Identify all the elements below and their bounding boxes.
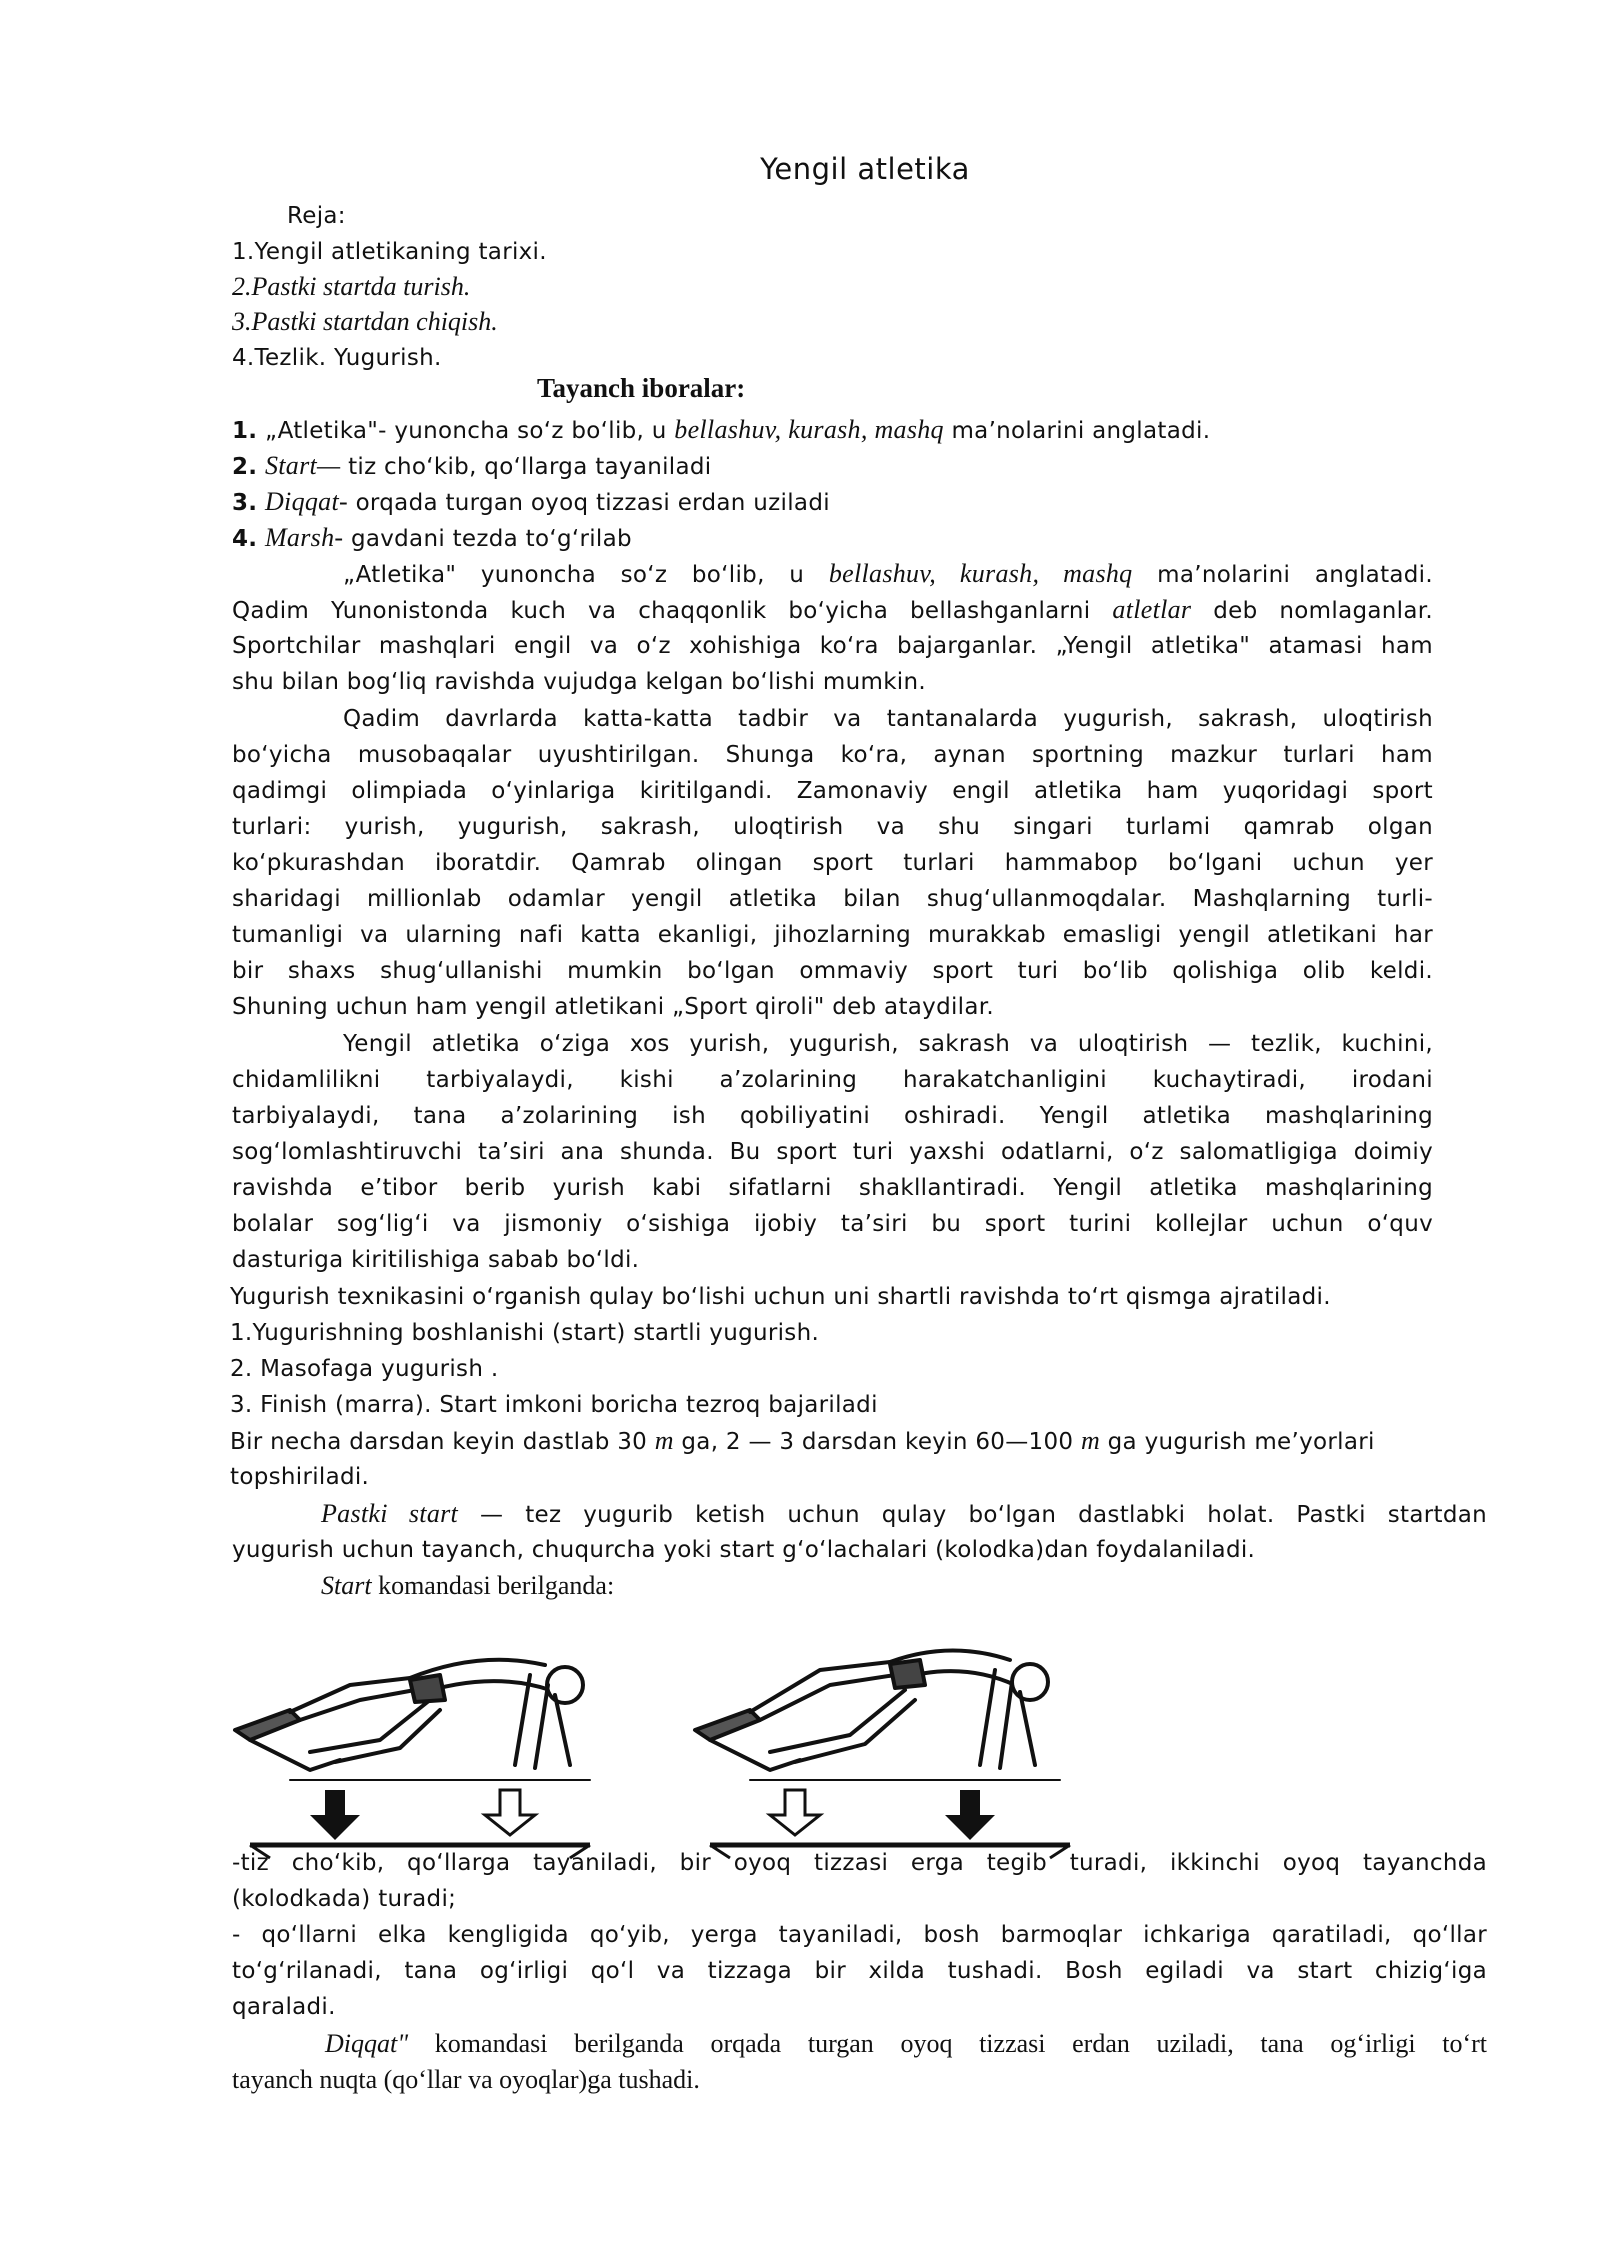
key-terms-heading: Tayanch iboralar:	[537, 373, 746, 403]
para3-line-6: bolalar sog‘lig‘i va jismoniy o‘sishiga ijobiy ta’siri bu sport turini kollejlar uchun o‘quv	[232, 1211, 1433, 1237]
plan-item-1: 1.Yengil atletikaning tarixi.	[232, 239, 547, 265]
para2-line-8: bir shaxs shug‘ullanishi mumkin bo‘lgan ommaviy sport turi bo‘lib qolishiga olib keldi.	[232, 958, 1433, 984]
para6-line-1: Pastki start — tez yugurib ketish uchun qulay bo‘lgan dastlabki holat. Pastki startdan	[321, 1499, 1487, 1528]
list-line-1: -tiz cho‘kib, qo‘llarga tayaniladi, bir oyoq tizzasi erga tegib turadi, ikkinchi oyoq tayanchda	[232, 1850, 1487, 1876]
key-term-3: 3. Diqqat- orqada turgan oyoq tizzasi erdan uziladi	[232, 487, 830, 516]
para2-line-5: ko‘pkurashdan iboratdir. Qamrab olingan sport turlari hammabop bo‘lgani uchun yer	[232, 850, 1433, 876]
para5-line-2: topshiriladi.	[230, 1464, 370, 1490]
plan-item-2: 2.Pastki startda turish.	[232, 272, 471, 301]
sprinter-left	[235, 1660, 590, 1780]
key-term-1: 1. „Atletika"- yunoncha so‘z bo‘lib, u bellashuv, kurash, mashq ma’nolarini anglatadi.	[232, 415, 1211, 444]
plan-item-4: 4.Tezlik. Yugurish.	[232, 345, 442, 371]
para3-line-2: chidamlilikni tarbiyalaydi, kishi a’zolarining harakatchanligini kuchaytiradi, irodani	[232, 1067, 1433, 1093]
para2-line-2: bo‘yicha musobaqalar uyushtirilgan. Shunga ko‘ra, aynan sportning mazkur turlari ham	[232, 742, 1433, 768]
para6-line-2: yugurish uchun tayanch, chuqurcha yoki start g‘o‘lachalari (kolodka)dan foydalaniladi.	[232, 1537, 1256, 1563]
plan-label: Reja:	[287, 203, 346, 229]
list-line-3: - qo‘llarni elka kengligida qo‘yib, yerga tayaniladi, bosh barmoqlar ichkariga qaratiladi, qo‘llar	[232, 1922, 1487, 1948]
para7: Start komandasi berilganda:	[321, 1571, 615, 1600]
para3-line-1: Yengil atletika o‘ziga xos yurish, yugurish, sakrash va uloqtirish — tezlik, kuchini,	[343, 1031, 1433, 1057]
stage-2: 2. Masofaga yugurish .	[230, 1356, 499, 1382]
stage-3: 3. Finish (marra). Start imkoni boricha tezroq bajariladi	[230, 1392, 878, 1418]
para2-line-6: sharidagi millionlab odamlar yengil atletika bilan shug‘ullanmoqdalar. Mashqlarning turli-	[232, 886, 1433, 912]
list-line-4: to‘g‘rilanadi, tana og‘irligi qo‘l va tizzaga bir xilda tushadi. Bosh egiladi va start chizig‘iga	[232, 1958, 1487, 1984]
key-term-2: 2. Start— tiz cho‘kib, qo‘llarga tayaniladi	[232, 451, 712, 480]
para8-line-1: Diqqat" komandasi berilganda orqada turgan oyoq tizzasi erdan uziladi, tana og‘irligi to‘rt	[325, 2029, 1487, 2058]
para2-line-9: Shuning uchun ham yengil atletikani „Sport qiroli" deb ataydilar.	[232, 994, 995, 1020]
low-start-figure	[230, 1640, 1110, 1870]
para8-line-2: tayanch nuqta (qo‘llar va oyoqlar)ga tushadi.	[232, 2065, 700, 2094]
para3-line-5: ravishda e’tibor berib yurish kabi sifatlarni shakllantiradi. Yengil atletika mashqlarining	[232, 1175, 1433, 1201]
para2-line-1: Qadim davrlarda katta-katta tadbir va tantanalarda yugurish, sakrash, uloqtirish	[343, 706, 1433, 732]
para1-line-4: shu bilan bog‘liq ravishda vujudga kelgan bo‘lishi mumkin.	[232, 669, 926, 695]
stage-1: 1.Yugurishning boshlanishi (start) startli yugurish.	[230, 1320, 820, 1346]
para2-line-4: turlari: yurish, yugurish, sakrash, uloqtirish va shu singari turlami qamrab olgan	[232, 814, 1433, 840]
plan-item-3: 3.Pastki startdan chiqish.	[232, 307, 498, 336]
list-line-5: qaraladi.	[232, 1994, 336, 2020]
para3-line-7: dasturiga kiritilishiga sabab bo‘ldi.	[232, 1247, 640, 1273]
para2-line-3: qadimgi olimpiada o‘yinlariga kiritilgandi. Zamonaviy engil atletika ham yuqoridagi sport	[232, 778, 1433, 804]
document-title: Yengil atletika	[760, 152, 970, 186]
list-line-2: (kolodkada) turadi;	[232, 1886, 457, 1912]
para4: Yugurish texnikasini o‘rganish qulay bo‘lishi uchun uni shartli ravishda to‘rt qismga ajratiladi.	[230, 1284, 1331, 1310]
para1-line-2: Qadim Yunonistonda kuch va chaqqonlik bo‘yicha bellashganlarni atletlar deb nomlaganlar.	[232, 595, 1433, 624]
para1-line-3: Sportchilar mashqlari engil va o‘z xohishiga ko‘ra bajarganlar. „Yengil atletika" atamasi ham	[232, 633, 1433, 659]
para3-line-4: sog‘lomlashtiruvchi ta’siri ana shunda. Bu sport turi yaxshi odatlarni, o‘z salomatligiga doimiy	[232, 1139, 1433, 1165]
key-term-4: 4. Marsh- gavdani tezda to‘g‘rilab	[232, 523, 632, 552]
para2-line-7: tumanligi va ularning nafi katta ekanligi, jihozlarning murakkab emasligi yengil atletikani har	[232, 922, 1433, 948]
para3-line-3: tarbiyalaydi, tana a’zolarining ish qobiliyatini oshiradi. Yengil atletika mashqlarining	[232, 1103, 1433, 1129]
sprinter-right	[695, 1650, 1060, 1780]
para5-line-1: Bir necha darsdan keyin dastlab 30 m ga, 2 — 3 darsdan keyin 60—100 m ga yugurish me’yorlari	[230, 1426, 1375, 1455]
para1-line-1: „Atletika" yunoncha so‘z bo‘lib, u bellashuv, kurash, mashq ma’nolarini anglatadi.	[343, 559, 1433, 588]
